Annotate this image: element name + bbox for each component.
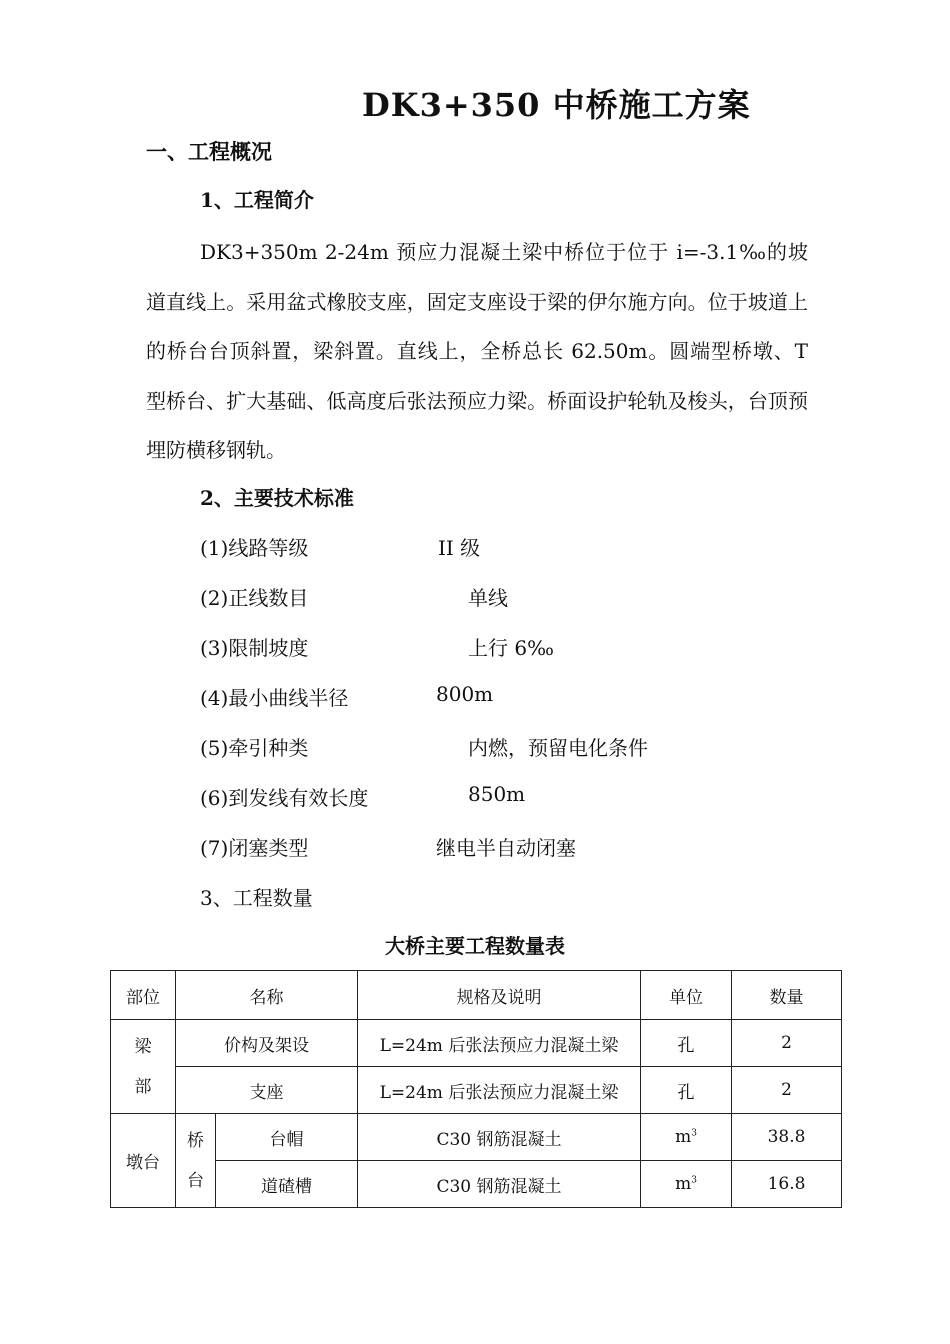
table-subpart-cell [176, 1114, 216, 1208]
table-cell-name: 支座 [176, 1067, 358, 1114]
table-subpart-text: 台 [187, 1170, 204, 1191]
standard-label: (3)限制坡度 [200, 636, 309, 660]
table-title: 大桥主要工程数量表 [385, 934, 565, 958]
table-row [111, 1020, 842, 1067]
table-cell-name: 价构及架设 [176, 1020, 358, 1067]
table-cell-spec: L=24m 后张法预应力混凝土梁 [358, 1067, 641, 1114]
standard-label: (7)闭塞类型 [200, 836, 309, 860]
table-cell-unit [641, 1114, 732, 1161]
standard-value: II 级 [438, 536, 481, 560]
subheading-technical-standards: 2、主要技术标准 [200, 486, 354, 510]
table-cell-qty: 16.8 [732, 1161, 842, 1208]
unit-superscript: 3 [691, 1128, 697, 1139]
table-header-cell: 规格及说明 [358, 971, 641, 1020]
table-row [111, 1067, 842, 1114]
table-cell-qty: 38.8 [732, 1114, 842, 1161]
table-cell-name: 道碴槽 [216, 1161, 358, 1208]
table-header-cell: 名称 [176, 971, 358, 1020]
standard-label: (2)正线数目 [200, 586, 309, 610]
table-cell-spec: L=24m 后张法预应力混凝土梁 [358, 1020, 641, 1067]
table-header-cell: 单位 [641, 971, 732, 1020]
unit-text: m [675, 1174, 692, 1194]
section-heading-overview: 一、工程概况 [146, 139, 272, 164]
table-part-cell [111, 1020, 176, 1114]
subheading-quantities: 3、工程数量 [200, 886, 313, 910]
standard-value: 单线 [468, 586, 508, 610]
standard-label: (6)到发线有效长度 [200, 786, 369, 810]
table-cell-qty: 2 [732, 1067, 842, 1114]
standard-value: 继电半自动闭塞 [436, 836, 576, 860]
table-subpart-text: 桥 [187, 1130, 204, 1151]
table-cell-unit: 孔 [641, 1067, 732, 1114]
document-title: DK3+350 中桥施工方案 [362, 86, 751, 124]
standard-value: 850m [468, 782, 526, 806]
table-header-cell: 数量 [732, 971, 842, 1020]
table-cell-spec: C30 钢筋混凝土 [358, 1114, 641, 1161]
standard-value: 上行 6‰ [468, 636, 554, 660]
standard-label: (5)牵引种类 [200, 736, 309, 760]
table-part-text: 部 [134, 1076, 152, 1097]
table-header-cell: 部位 [111, 971, 176, 1020]
unit-text: m [675, 1127, 692, 1147]
table-cell-spec: C30 钢筋混凝土 [358, 1161, 641, 1208]
standard-label: (4)最小曲线半径 [200, 686, 349, 710]
standard-value: 800m [436, 682, 494, 706]
table-cell-unit: 孔 [641, 1020, 732, 1067]
table-part-cell: 墩台 [111, 1114, 176, 1208]
unit-superscript: 3 [691, 1175, 697, 1186]
introduction-paragraph: DK3+350m 2-24m 预应力混凝土梁中桥位于位于 i=-3.1‰的坡道直线上。采用盆式橡胶支座，固定支座设于梁的伊尔施方向。位于坡道上的桥台台顶斜置，梁斜置。直线上，全桥总长 62.50m。圆端型桥墩、T 型桥台、扩大基础、低高度后张法预应力梁。桥面设护轮轨及梭头，台顶预埋防横移钢轨。 [146, 240, 808, 462]
table-cell-qty: 2 [732, 1020, 842, 1067]
table-header-row [111, 971, 842, 1020]
subheading-introduction: 1、工程简介 [200, 188, 314, 212]
table-row [111, 1114, 842, 1161]
standard-label: (1)线路等级 [200, 536, 309, 560]
standard-value: 内燃，预留电化条件 [468, 736, 648, 760]
table-part-text: 梁 [134, 1036, 152, 1057]
table-cell-name: 台帽 [216, 1114, 358, 1161]
table-cell-unit [641, 1161, 732, 1208]
table-row [111, 1161, 842, 1208]
quantities-table [110, 970, 842, 1208]
